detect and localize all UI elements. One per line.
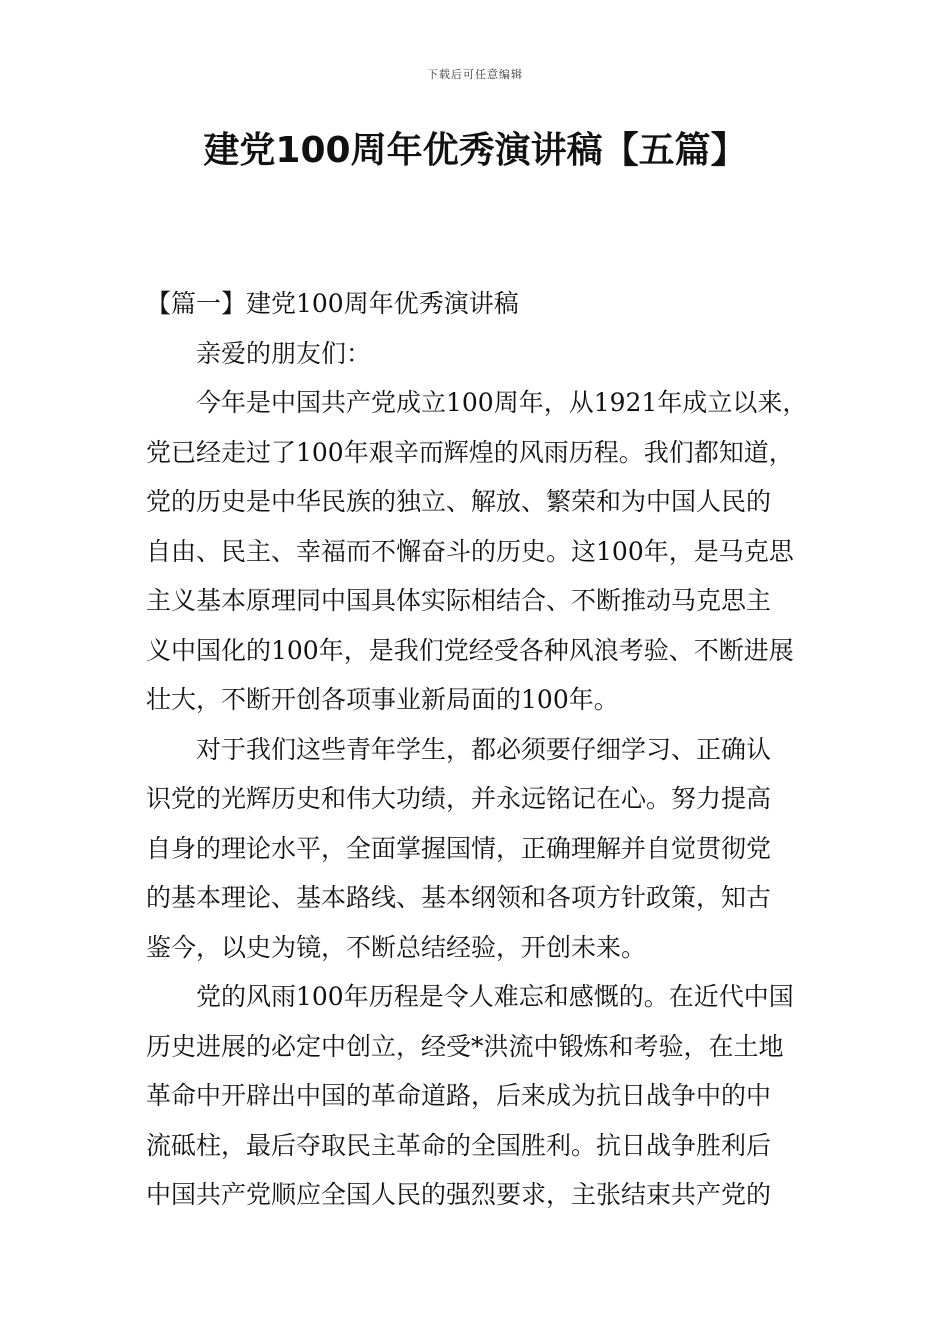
section-heading: 【篇一】建党100周年优秀演讲稿 <box>146 289 519 318</box>
document-title: 建党100周年优秀演讲稿【五篇】 <box>203 130 747 171</box>
paragraph-line: 鉴今，以史为镜，不断总结经验，开创未来。 <box>146 932 647 962</box>
salutation: 亲爱的朋友们： <box>196 338 372 368</box>
paragraph-line: 流砥柱，最后夺取民主革命的全国胜利。抗日战争胜利后 <box>146 1130 772 1160</box>
paragraph-line: 党已经走过了100年艰辛而辉煌的风雨历程。我们都知道， <box>146 437 794 467</box>
paragraph-line: 革命中开辟出中国的革命道路，后来成为抗日战争中的中 <box>146 1081 772 1110</box>
header-note: 下载后可任意编辑 <box>427 68 523 81</box>
paragraph-line: 主义基本原理同中国具体实际相结合、不断推动马克思主 <box>146 586 772 615</box>
paragraph-line: 党的风雨100年历程是令人难忘和感慨的。在近代中国 <box>196 982 794 1011</box>
paragraph-line: 历史进展的必定中创立，经受*洪流中锻炼和考验，在土地 <box>146 1031 784 1061</box>
paragraph-line: 对于我们这些青年学生，都必须要仔细学习、正确认 <box>196 734 772 764</box>
paragraph-line: 中国共产党顺应全国人民的强烈要求，主张结束共产党的 <box>146 1180 772 1209</box>
paragraph-line: 壮大，不断开创各项事业新局面的100年。 <box>146 685 619 714</box>
paragraph-line: 义中国化的100年，是我们党经受各种风浪考验、不断进展 <box>146 635 794 665</box>
document-body <box>146 279 816 1220</box>
paragraph-line: 今年是中国共产党成立100周年，从1921年成立以来， <box>196 388 808 417</box>
paragraph-line: 党的历史是中华民族的独立、解放、繁荣和为中国人民的 <box>146 487 772 516</box>
paragraph-line: 自身的理论水平，全面掌握国情，正确理解并自觉贯彻党 <box>146 833 772 863</box>
paragraph-line: 自由、民主、幸福而不懈奋斗的历史。这100年，是马克思 <box>146 536 794 566</box>
paragraph-line: 的基本理论、基本路线、基本纲领和各项方针政策，知古 <box>146 883 772 912</box>
paragraph-1 <box>146 378 816 725</box>
paragraph-3 <box>146 972 816 1220</box>
paragraph-line: 识党的光辉历史和伟大功绩，并永远铭记在心。努力提高 <box>146 784 772 813</box>
paragraph-2 <box>146 725 816 973</box>
